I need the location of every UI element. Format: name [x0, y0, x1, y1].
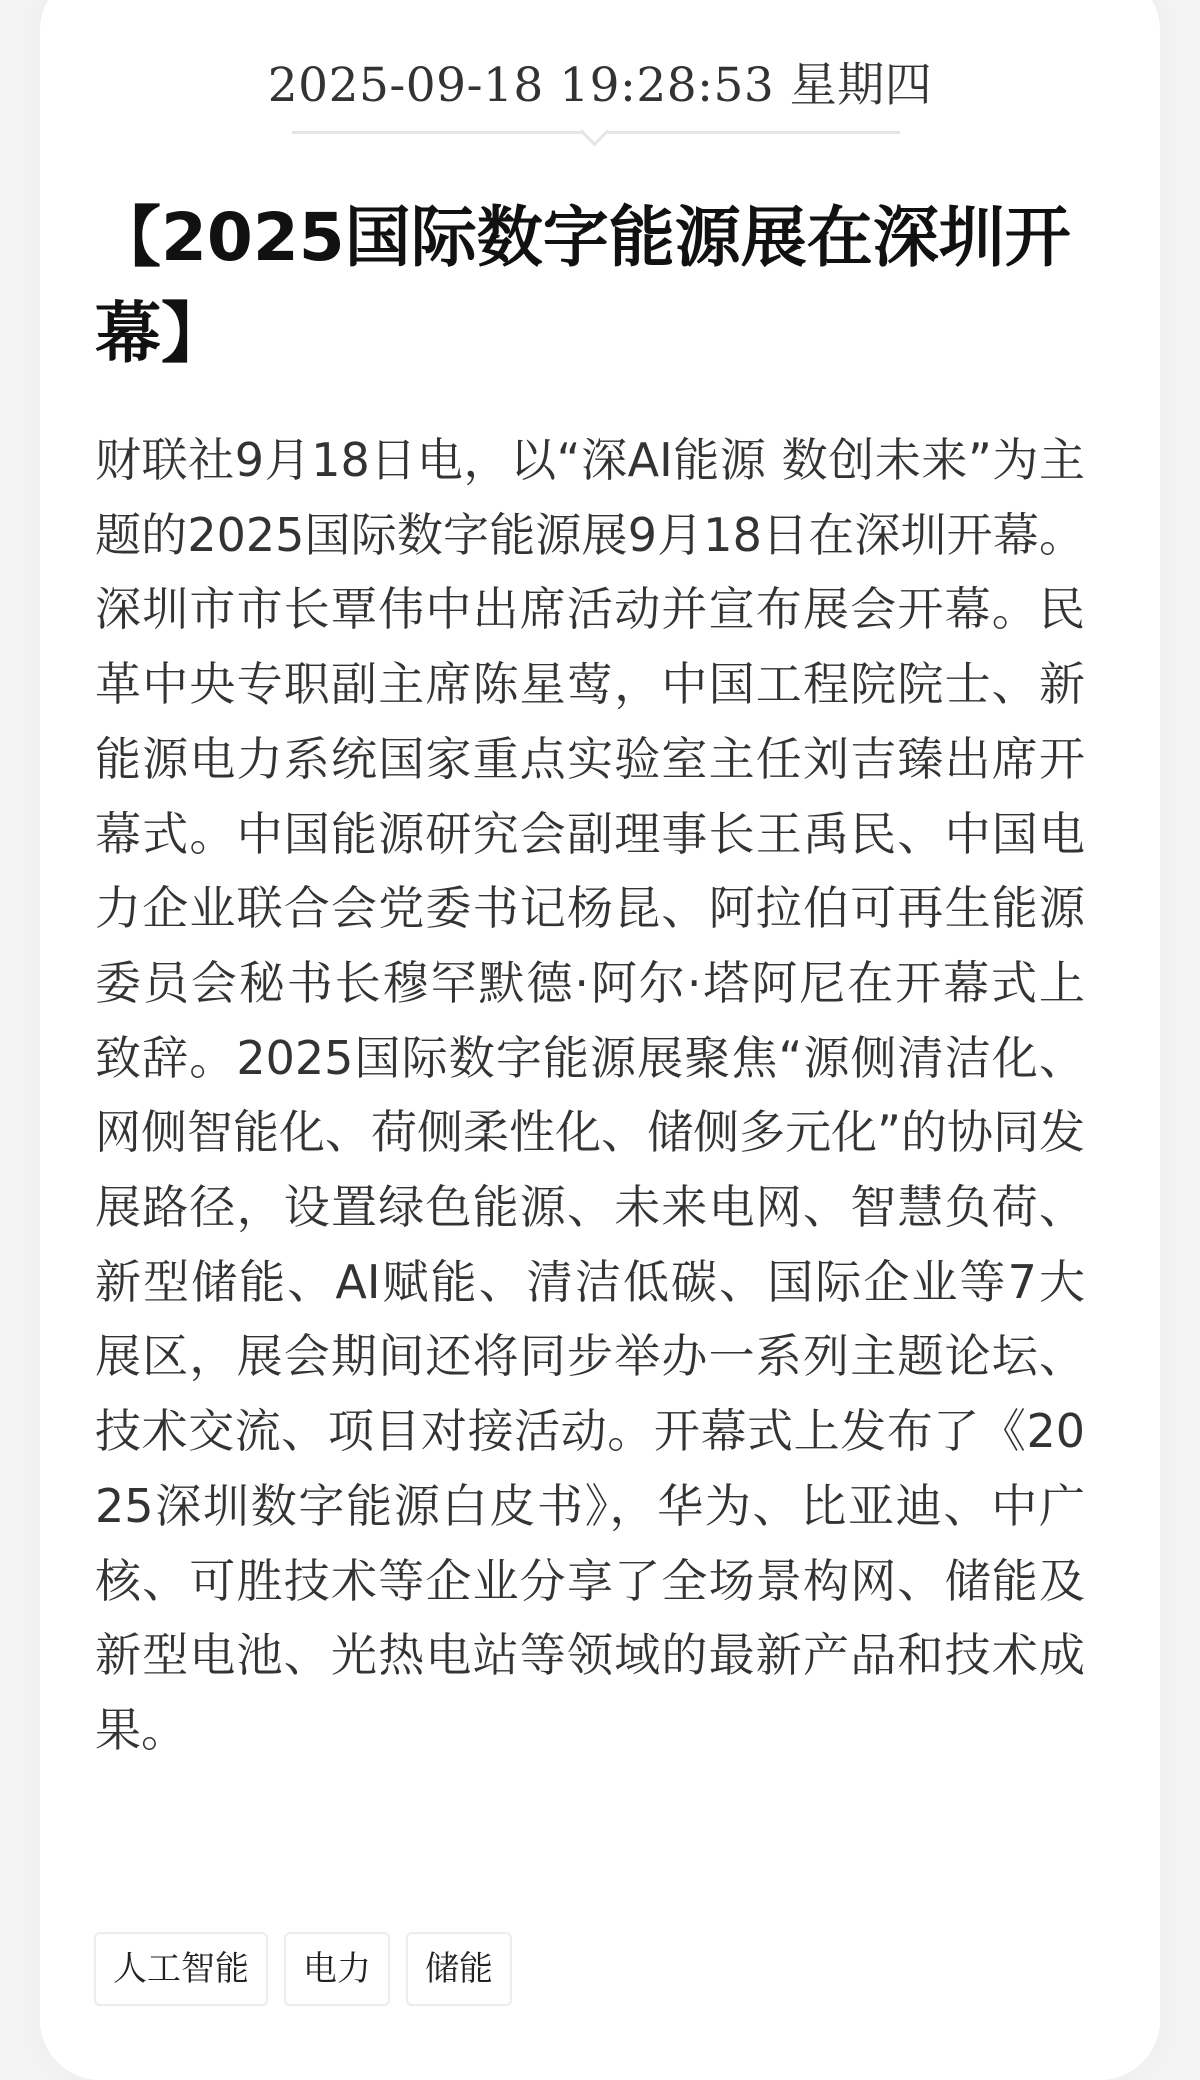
tag-ai[interactable]: 人工智能 — [94, 1932, 268, 2006]
tag-electric-power[interactable]: 电力 — [284, 1932, 390, 2006]
article-body: 财联社9月18日电，以“深AI能源 数创未来”为主题的2025国际数字能源展9月18日在深圳开幕。深圳市市长覃伟中出席活动并宣布展会开幕。民革中央专职副主席陈星莺，中国工程院院士、新能源电力系统国家重点实验室主任刘吉臻出席开幕式。中国能源研究会副理事长王禹民、中国电力企业联合会党委书记杨昆、阿拉伯可再生能源委员会秘书长穆罕默德·阿尔·塔阿尼在开幕式上致辞。2025国际数字能源展聚焦“源侧清洁化、网侧智能化、荷侧柔性化、储侧多元化”的协同发展路径，设置绿色能源、未来电网、智慧负荷、新型储能、AI赋能、清洁低碳、国际企业等7大展区，展会期间还将同步举办一系列主题论坛、技术交流、项目对接活动。开幕式上发布了《2025深圳数字能源白皮书》，华为、比亚迪、中广核、可胜技术等企业分享了全场景构网、储能及新型电池、光热电站等领域的最新产品和技术成果。 — [95, 433, 1085, 1757]
article-title: 【2025国际数字能源展在深圳开幕】 — [95, 199, 1071, 372]
tag-list — [94, 1932, 512, 2006]
tag-energy-storage[interactable]: 储能 — [406, 1932, 512, 2006]
publish-datetime: 2025-09-18 19:28:53 星期四 — [267, 58, 933, 113]
